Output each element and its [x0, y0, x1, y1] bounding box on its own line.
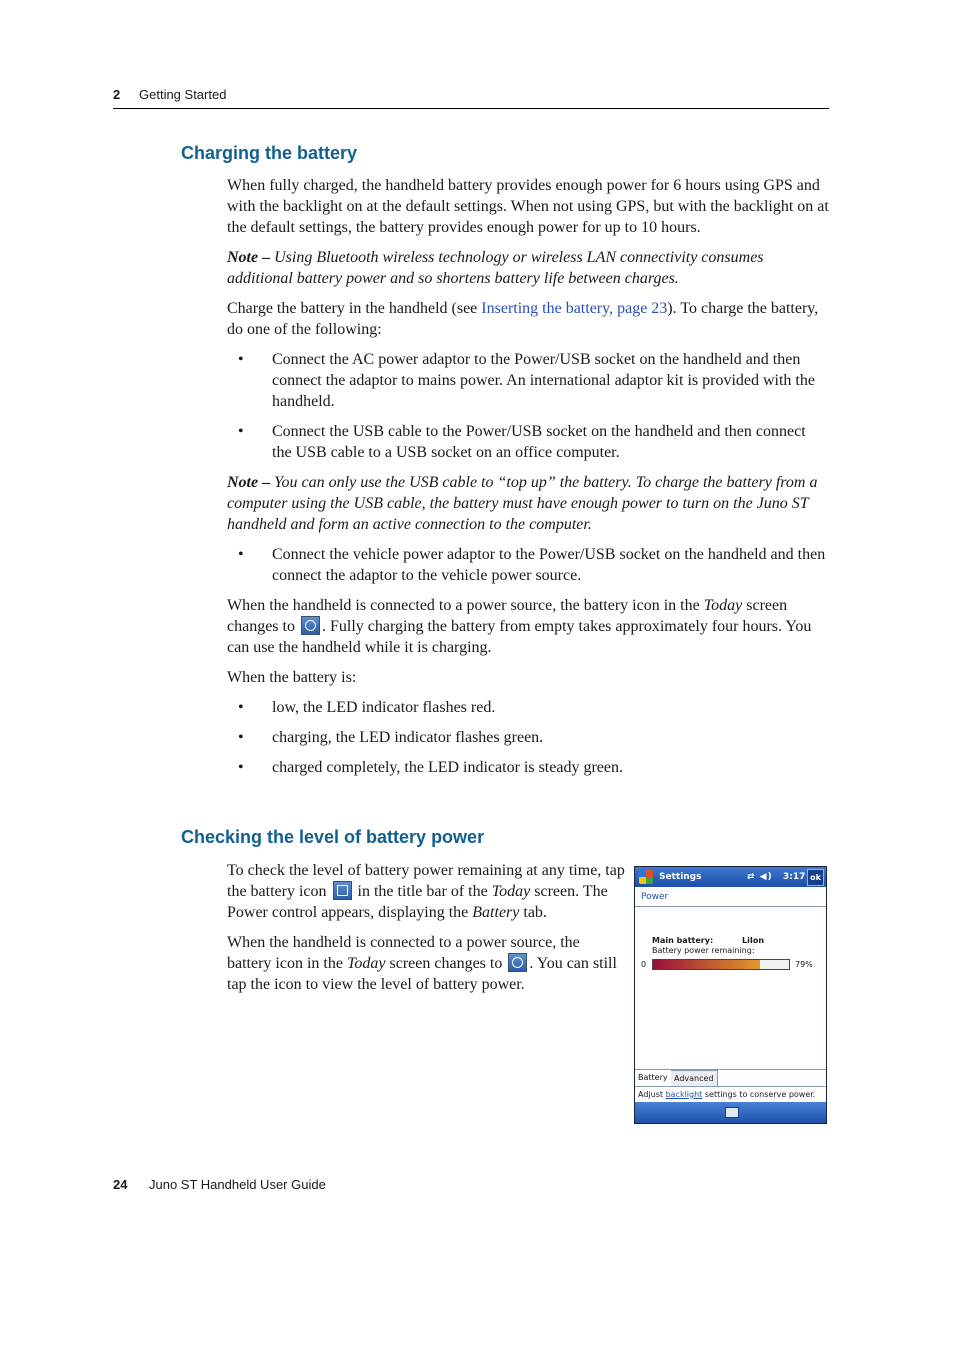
battery-icon	[333, 881, 352, 900]
battery-level-bar	[652, 959, 790, 970]
main-battery-value: LiIon	[742, 936, 765, 945]
battery-scale-zero: 0	[641, 960, 647, 969]
paragraph: To check the level of battery power remaining at any time, tap the battery icon in the title bar of the Today screen. The Power control appears, displaying the Battery tab.	[227, 862, 625, 921]
tab-battery[interactable]: Battery	[635, 1070, 672, 1086]
main-battery-row	[652, 936, 765, 945]
status-icons: ⇄ ◀)	[747, 872, 773, 882]
battery-level-fill	[653, 960, 760, 969]
tab-advanced[interactable]: Advanced	[671, 1070, 718, 1087]
bullet-list	[227, 349, 829, 463]
battery-percent: 79%	[795, 960, 813, 969]
list-item: • Connect the vehicle power adaptor to the Power/USB socket on the handheld and then connect the adaptor to the vehicle power source.	[238, 546, 826, 584]
bullet-list	[227, 544, 829, 586]
device-title-bar	[635, 867, 826, 887]
power-settings-screenshot	[634, 866, 827, 1124]
list-item: • Connect the USB cable to the Power/USB socket on the handheld and then connect the USB cable to a USB socket on an office computer.	[238, 423, 806, 461]
list-item: • Connect the AC power adaptor to the Power/USB socket on the handheld and then connect the adaptor to mains power. An international adaptor kit is provided with the handheld.	[238, 351, 815, 410]
paragraph: Charge the battery in the handheld (see Inserting the battery, page 23). To charge the battery, do one of the following:	[227, 300, 819, 338]
list-item: • charged completely, the LED indicator is steady green.	[238, 759, 623, 776]
device-title: Settings	[659, 872, 702, 882]
backlight-link[interactable]: backlight	[665, 1090, 703, 1099]
charging-battery-icon	[508, 953, 527, 972]
paragraph: When the handheld is connected to a power source, the battery icon in the Today screen changes to . Fully charging the battery from empty takes approximately four hours. You can use the handheld while it is charging.	[227, 597, 812, 656]
list-item: • charging, the LED indicator flashes green.	[238, 729, 544, 746]
list-item: • low, the LED indicator flashes red.	[238, 699, 496, 716]
backlight-hint: Adjust backlight settings to conserve power.	[635, 1086, 826, 1103]
paragraph: When the handheld is connected to a power source, the battery icon in the Today screen changes to . You can still tap the icon to view the level of battery power.	[227, 934, 617, 993]
start-menu-icon[interactable]	[639, 870, 653, 884]
section-title-checking: Checking the level of battery power	[181, 827, 485, 847]
bullet-list	[227, 697, 829, 778]
cross-reference-link[interactable]: Inserting the battery, page 23	[481, 300, 668, 317]
ok-button[interactable]: ok	[807, 869, 824, 886]
note: Note – You can only use the USB cable to “top up” the battery. To charge the battery from a computer using the USB cable, the battery must have enough power to turn on the Juno ST handheld and form an active connection to the computer.	[227, 474, 818, 533]
chapter-title: Getting Started	[139, 87, 227, 102]
section-title-charging: Charging the battery	[181, 143, 358, 163]
device-clock: 3:17	[783, 872, 806, 882]
section-body-charging	[227, 175, 829, 787]
device-menu-bar	[635, 1102, 826, 1123]
device-tab-bar	[635, 1069, 826, 1087]
paragraph: When fully charged, the handheld battery provides enough power for 6 hours using GPS and with the backlight on at the default settings. When not using GPS, but with the backlight on at the default settings, the battery provides enough power for up to 10 hours.	[227, 177, 829, 236]
running-footer	[113, 1177, 326, 1192]
running-header	[113, 86, 829, 109]
charging-battery-icon	[301, 616, 320, 635]
keyboard-icon[interactable]	[725, 1107, 739, 1118]
chapter-number: 2	[113, 87, 121, 102]
paragraph: When the battery is:	[227, 669, 357, 686]
main-battery-label: Main battery:	[652, 936, 714, 945]
note: Note – Using Bluetooth wireless technology or wireless LAN connectivity consumes additional battery power and so shortens battery life between charges.	[227, 249, 764, 287]
section-body-checking	[227, 860, 627, 1004]
battery-remaining-label: Battery power remaining:	[652, 946, 755, 955]
power-heading: Power	[635, 887, 826, 907]
page-number: 24	[113, 1177, 128, 1192]
footer-title: Juno ST Handheld User Guide	[149, 1177, 326, 1192]
